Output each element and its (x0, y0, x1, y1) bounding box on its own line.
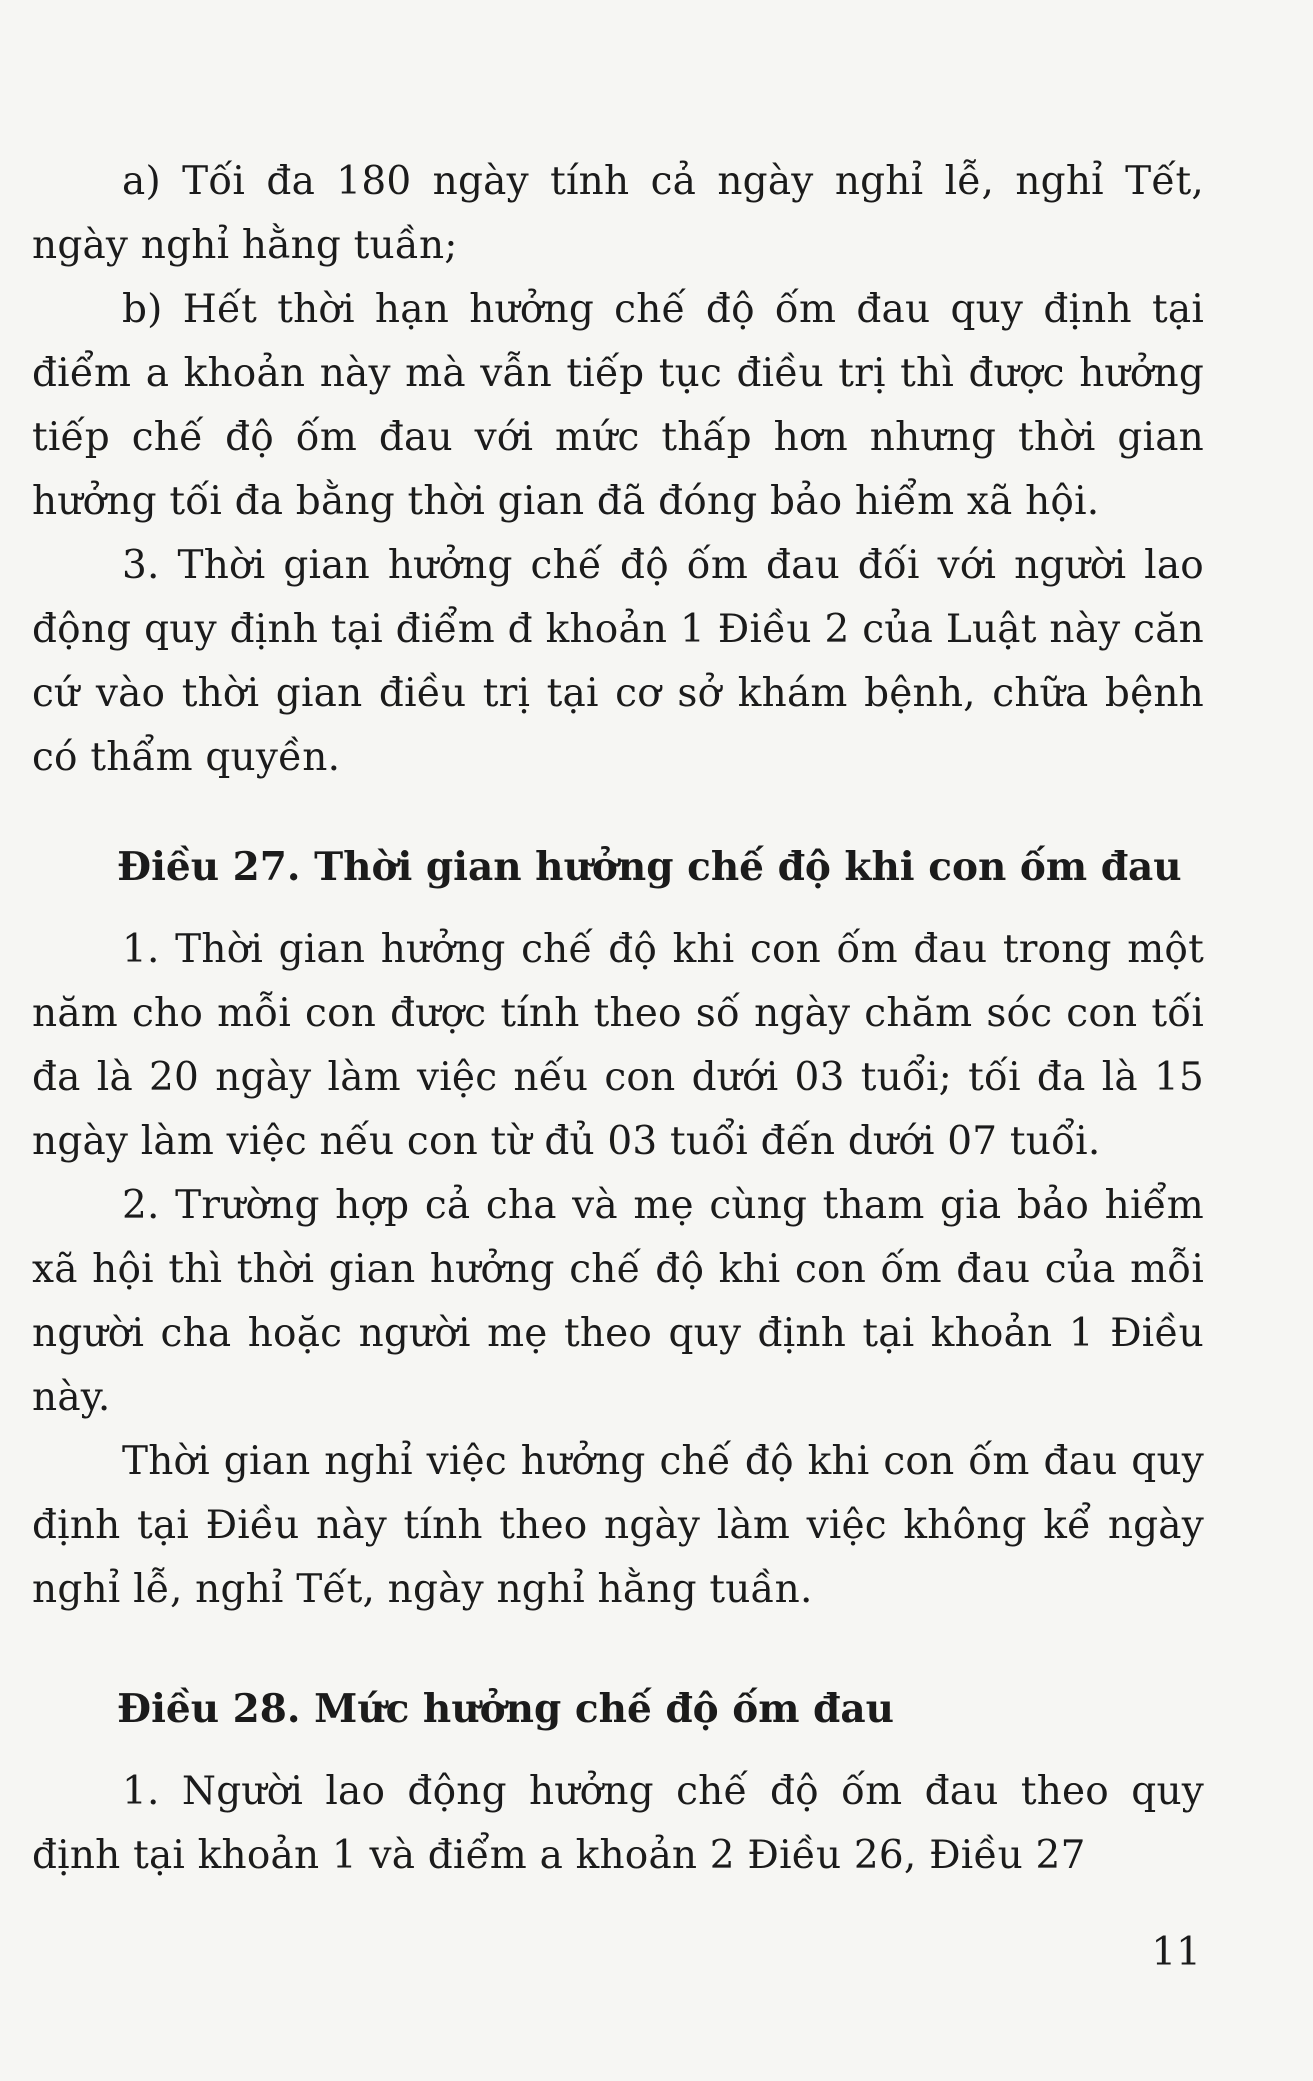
item-3-paragraph: 3. Thời gian hưởng chế độ ốm đau đối với người lao động quy định tại điểm đ khoản 1 Điều 2 của Luật này căn cứ vào thời gian điều trị tại cơ sở khám bệnh, chữa bệnh có thẩm quyền. (32, 543, 1204, 780)
article-27-para-1: 1. Thời gian hưởng chế độ khi con ốm đau trong một năm cho mỗi con được tính theo số ngày chăm sóc con tối đa là 20 ngày làm việc nếu con dưới 03 tuổi; tối đa là 15 ngày làm việc nếu con từ đủ 03 tuổi đến dưới 07 tuổi. (32, 927, 1204, 1164)
article-28-body (32, 1760, 1204, 1888)
article-27-para-2: 2. Trường hợp cả cha và mẹ cùng tham gia bảo hiểm xã hội thì thời gian hưởng chế độ khi con ốm đau của mỗi người cha hoặc người mẹ theo quy định tại khoản 1 Điều này. (32, 1183, 1204, 1420)
article-28-heading: Điều 28. Mức hưởng chế độ ốm đau (117, 1686, 894, 1732)
item-a-paragraph: a) Tối đa 180 ngày tính cả ngày nghỉ lễ, nghỉ Tết, ngày nghỉ hằng tuần; (32, 159, 1204, 268)
article-27-heading: Điều 27. Thời gian hưởng chế độ khi con ốm đau (117, 844, 1182, 890)
page-number: 11 (1151, 1930, 1201, 1975)
article-27-body (32, 918, 1204, 1622)
article-27-para-3: Thời gian nghỉ việc hưởng chế độ khi con ốm đau quy định tại Điều này tính theo ngày làm việc không kể ngày nghỉ lễ, nghỉ Tết, ngày nghỉ hằng tuần. (32, 1439, 1204, 1612)
item-b-paragraph: b) Hết thời hạn hưởng chế độ ốm đau quy định tại điểm a khoản này mà vẫn tiếp tục điều trị thì được hưởng tiếp chế độ ốm đau với mức thấp hơn nhưng thời gian hưởng tối đa bằng thời gian đã đóng bảo hiểm xã hội. (32, 287, 1204, 524)
article-28-para-1: 1. Người lao động hưởng chế độ ốm đau theo quy định tại khoản 1 và điểm a khoản 2 Điều 26, Điều 27 (32, 1769, 1204, 1878)
section-continuation (32, 150, 1204, 790)
